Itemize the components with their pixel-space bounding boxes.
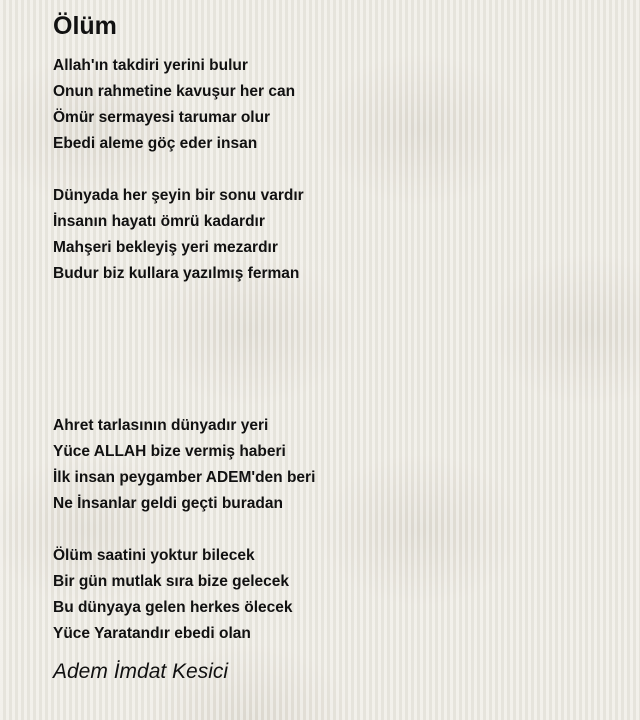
poem-line: Bir gün mutlak sıra bize gelecek: [53, 573, 290, 590]
poem-line: Budur biz kullara yazılmış ferman: [53, 265, 300, 282]
stanza-1: [53, 53, 613, 157]
stanza-3: [53, 413, 613, 517]
poem-line: İnsanın hayatı ömrü kadardır: [53, 213, 265, 230]
stanza-2: [53, 183, 613, 287]
poem-line: Ömür sermayesi tarumar olur: [53, 109, 271, 126]
section-spacer: [53, 287, 613, 413]
poem-line: Yüce Yaratandır ebedi olan: [53, 625, 251, 642]
poem-line: Bu dünyaya gelen herkes ölecek: [53, 599, 293, 616]
stanza-4: [53, 543, 613, 647]
poem-line: Ölüm saatini yoktur bilecek: [53, 547, 255, 564]
poem-line: Yüce ALLAH bize vermiş haberi: [53, 443, 286, 460]
poem-line: Onun rahmetine kavuşur her can: [53, 83, 296, 100]
poem-line: Ahret tarlasının dünyadır yeri: [53, 417, 269, 434]
poem-line: Ebedi aleme göç eder insan: [53, 135, 258, 152]
poem-line: Ne İnsanlar geldi geçti buradan: [53, 495, 283, 512]
stanza-spacer: [53, 517, 613, 543]
poem-author: Adem İmdat Kesici: [53, 660, 229, 683]
poem: [53, 10, 613, 686]
poem-line: Dünyada her şeyin bir sonu vardır: [53, 187, 304, 204]
poem-line: Allah'ın takdiri yerini bulur: [53, 57, 248, 74]
poem-line: İlk insan peygamber ADEM'den beri: [53, 469, 316, 486]
poem-line: Mahşeri bekleyiş yeri mezardır: [53, 239, 278, 256]
stanza-spacer: [53, 157, 613, 183]
poem-title: Ölüm: [53, 12, 117, 40]
